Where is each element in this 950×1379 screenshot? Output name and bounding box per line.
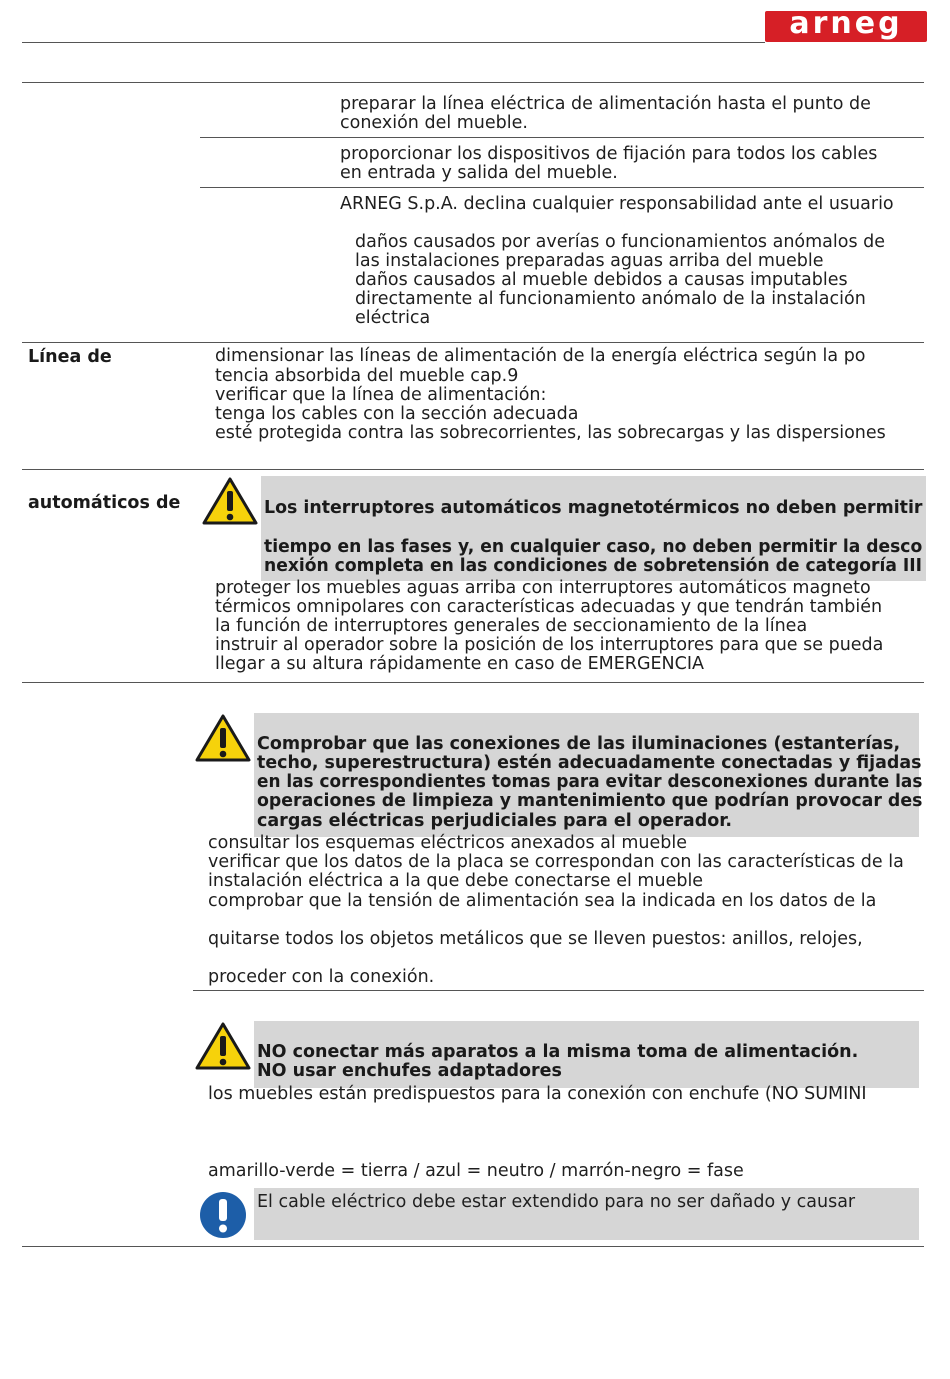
warning-triangle-icon bbox=[202, 476, 258, 526]
warning-text: Comprobar que las conexiones de las iluminaciones (estanterías, bbox=[257, 734, 901, 754]
warning-text: cargas eléctricas perjudiciales para el operador. bbox=[257, 811, 733, 831]
text-line: quitarse todos los objetos metálicos que se lleven puestos: anillos, relojes, bbox=[208, 929, 863, 949]
text-line: preparar la línea eléctrica de alimentación hasta el punto de bbox=[340, 94, 871, 114]
text-line: esté protegida contra las sobrecorrientes, las sobrecargas y las dispersiones bbox=[215, 423, 886, 443]
section-rule bbox=[22, 1246, 924, 1247]
warning-text: en las correspondientes tomas para evitar desconexiones durante las bbox=[257, 772, 923, 792]
text-line: los muebles están predispuestos para la conexión con enchufe (NO SUMINI bbox=[208, 1084, 867, 1104]
section-rule bbox=[22, 469, 924, 470]
warning-text: operaciones de limpieza y mantenimiento que podrían provocar des bbox=[257, 791, 923, 811]
text-line: proteger los muebles aguas arriba con interruptores automáticos magneto bbox=[215, 578, 871, 598]
text-line: proceder con la conexión. bbox=[208, 967, 435, 987]
warning-text: techo, superestructura) estén adecuadamente conectadas y fijadas bbox=[257, 753, 922, 773]
row-divider bbox=[193, 990, 924, 991]
text-line: tenga los cables con la sección adecuada bbox=[215, 404, 579, 424]
row-label: automáticos de bbox=[28, 493, 181, 513]
warning-text: NO conectar más aparatos a la misma toma de alimentación. bbox=[257, 1042, 859, 1062]
row-divider bbox=[200, 137, 924, 138]
section-rule bbox=[22, 342, 924, 343]
arneg-logo bbox=[765, 6, 927, 42]
text-line: directamente al funcionamiento anómalo de la instalación bbox=[355, 289, 866, 309]
section-rule bbox=[22, 82, 924, 83]
text-line: instalación eléctrica a la que debe conectarse el mueble bbox=[208, 871, 704, 891]
row-divider bbox=[200, 187, 924, 188]
text-line: dimensionar las líneas de alimentación de la energía eléctrica según la po bbox=[215, 346, 866, 366]
text-line: las instalaciones preparadas aguas arriba del mueble bbox=[355, 251, 824, 271]
note-text: El cable eléctrico debe estar extendido para no ser dañado y causar bbox=[257, 1192, 856, 1212]
text-line: daños causados al mueble debidos a causas imputables bbox=[355, 270, 848, 290]
text-line: conexión del mueble. bbox=[340, 113, 528, 133]
text-line: daños causados por averías o funcionamientos anómalos de bbox=[355, 232, 886, 252]
text-line: llegar a su altura rápidamente en caso de EMERGENCIA bbox=[215, 654, 705, 674]
text-line: eléctrica bbox=[355, 308, 431, 328]
text-line: la función de interruptores generales de seccionamiento de la línea bbox=[215, 616, 808, 636]
warning-text: tiempo en las fases y, en cualquier caso, no deben permitir la desco bbox=[264, 537, 923, 557]
logo-text: arneg bbox=[789, 6, 903, 41]
warning-text: nexión completa en las condiciones de sobretensión de categoría III bbox=[264, 556, 923, 576]
text-line: verificar que la línea de alimentación: bbox=[215, 385, 547, 405]
text-line: ARNEG S.p.A. declina cualquier responsabilidad ante el usuario bbox=[340, 194, 894, 214]
warning-triangle-icon bbox=[195, 1021, 251, 1071]
warning-triangle-icon bbox=[195, 713, 251, 763]
text-line: en entrada y salida del mueble. bbox=[340, 163, 618, 183]
warning-text: NO usar enchufes adaptadores bbox=[257, 1061, 562, 1081]
text-line: tencia absorbida del mueble cap.9 bbox=[215, 366, 519, 386]
text-line: consultar los esquemas eléctricos anexados al mueble bbox=[208, 833, 687, 853]
header-rule bbox=[22, 42, 765, 43]
text-line: proporcionar los dispositivos de fijación para todos los cables bbox=[340, 144, 878, 164]
text-line: verificar que los datos de la placa se correspondan con las características de la bbox=[208, 852, 904, 872]
section-rule bbox=[22, 682, 924, 683]
text-line: instruir al operador sobre la posición de los interruptores para que se pueda bbox=[215, 635, 884, 655]
exclamation-circle-icon bbox=[198, 1190, 248, 1240]
text-line: térmicos omnipolares con características adecuadas y que tendrán también bbox=[215, 597, 883, 617]
text-line: amarillo-verde = tierra / azul = neutro / marrón-negro = fase bbox=[208, 1161, 744, 1181]
row-label: Línea de bbox=[28, 347, 112, 367]
text-line: comprobar que la tensión de alimentación sea la indicada en los datos de la bbox=[208, 891, 877, 911]
warning-text: Los interruptores automáticos magnetotérmicos no deben permitir bbox=[264, 498, 923, 518]
